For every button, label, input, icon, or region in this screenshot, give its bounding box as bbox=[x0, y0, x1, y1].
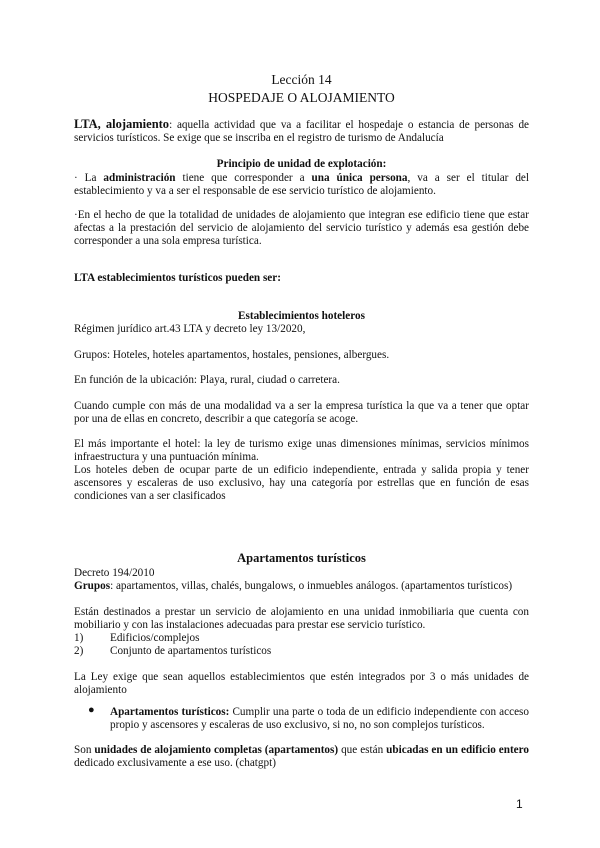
apart-heading bbox=[74, 552, 529, 566]
apart-grupos-label: Grupos bbox=[74, 580, 111, 592]
apart-ley: La Ley exige que sean aquellos establecimientos que estén integrados por 3 o más unidades de alojamiento bbox=[74, 671, 529, 696]
intro-term: LTA, alojamiento bbox=[74, 117, 170, 131]
apart-bullet-label: Apartamentos turísticos: bbox=[110, 706, 230, 718]
list-item-2-num: 2) bbox=[74, 645, 84, 657]
apart-son-paragraph bbox=[74, 744, 529, 770]
intro-paragraph bbox=[74, 118, 529, 145]
hotel-heading-text: Establecimientos hoteleros bbox=[238, 310, 365, 322]
page-title: HOSPEDAJE O ALOJAMIENTO bbox=[208, 90, 395, 105]
principle-paragraph-1 bbox=[74, 172, 529, 198]
apart-bullet-paragraph bbox=[110, 706, 529, 732]
p1-a: · La bbox=[74, 172, 104, 184]
apart-grupos-text: : apartamentos, villas, chalés, bungalows, o inmuebles análogos. (apartamentos turísticos) bbox=[110, 580, 513, 592]
lesson-number: Lección 14 bbox=[271, 72, 332, 87]
principle-heading-text: Principio de unidad de explotación: bbox=[216, 158, 387, 170]
son-a: Son bbox=[74, 744, 95, 756]
lta-heading-text: LTA establecimientos turísticos pueden ser: bbox=[74, 272, 281, 284]
lta-heading bbox=[74, 272, 529, 285]
p1-d: una única persona bbox=[311, 172, 408, 184]
hotel-modalidad: Cuando cumple con más de una modalidad va a ser la empresa turística la que va a tener que optar por una de ellas en concreto, describir a que categoría se acoge. bbox=[74, 400, 529, 425]
bullet-icon: ● bbox=[88, 704, 95, 716]
hotel-grupos: Grupos: Hoteles, hoteles apartamentos, hostales, pensiones, albergues. bbox=[74, 349, 390, 361]
hotel-ocupar: Los hoteles deben de ocupar parte de un edificio independiente, entrada y salida propia y tener ascensores y escaleras de uso exclusivo, hay una categoría por estrellas que en función de esas condiciones van a ser clasificados bbox=[74, 464, 529, 502]
son-d: ubicadas en un edificio entero bbox=[386, 744, 530, 756]
apart-decreto: Decreto 194/2010 bbox=[74, 567, 155, 579]
hotel-importante: El más importante el hotel: la ley de turismo exige unas dimensiones mínimas, servicios mínimos infraestructura y una puntuación mínima. bbox=[74, 438, 529, 463]
apart-grupos bbox=[74, 580, 529, 593]
hotel-regimen: Régimen jurídico art.43 LTA y decreto ley 13/2020, bbox=[74, 323, 306, 335]
p1-b: administración bbox=[103, 172, 176, 184]
apart-heading-text: Apartamentos turísticos bbox=[237, 551, 366, 565]
son-b: unidades de alojamiento completas (apartamentos) bbox=[94, 744, 339, 756]
p1-e: , va a ser el titular del establecimiento y va a ser el responsable de ese servicio turístico de alojamiento. bbox=[74, 172, 530, 197]
hotel-ubicacion: En función de la ubicación: Playa, rural, ciudad o carretera. bbox=[74, 374, 340, 386]
list-item-2-text: Conjunto de apartamentos turísticos bbox=[110, 645, 272, 657]
principle-paragraph-2: ·En el hecho de que la totalidad de unidades de alojamiento que integran ese edificio tiene que estar afectas a la prestación del servicio de alojamiento del servicio turístico y además esa gestión debe corresponder a una sola empresa turística. bbox=[74, 209, 529, 247]
apart-bullet-text: Cumplir una parte o toda de un edificio independiente con acceso propio y ascensores y escaleras de uso exclusivo, si no, no son complejos turísticos. bbox=[110, 706, 529, 731]
list-item-1-text: Edificios/complejos bbox=[110, 632, 200, 644]
son-e: dedicado exclusivamente a ese uso. (chatgpt) bbox=[74, 757, 276, 769]
son-c: que están bbox=[338, 744, 387, 756]
p1-c: tiene que corresponder a bbox=[175, 172, 312, 184]
hotel-heading bbox=[74, 310, 529, 323]
principle-heading bbox=[74, 158, 529, 171]
page-number: 1 bbox=[516, 797, 523, 811]
intro-text: : aquella actividad que va a facilitar el hospedaje o estancia de personas de servicios turísticos. Se exige que se inscriba en el registro de turismo de Andalucía bbox=[74, 119, 529, 144]
apart-destinados: Están destinados a prestar un servicio de alojamiento en una unidad inmobiliaria que cuenta con mobiliario y con las instalaciones adecuadas para prestar ese servicio turístico. bbox=[74, 606, 529, 631]
list-item-1-num: 1) bbox=[74, 632, 84, 644]
